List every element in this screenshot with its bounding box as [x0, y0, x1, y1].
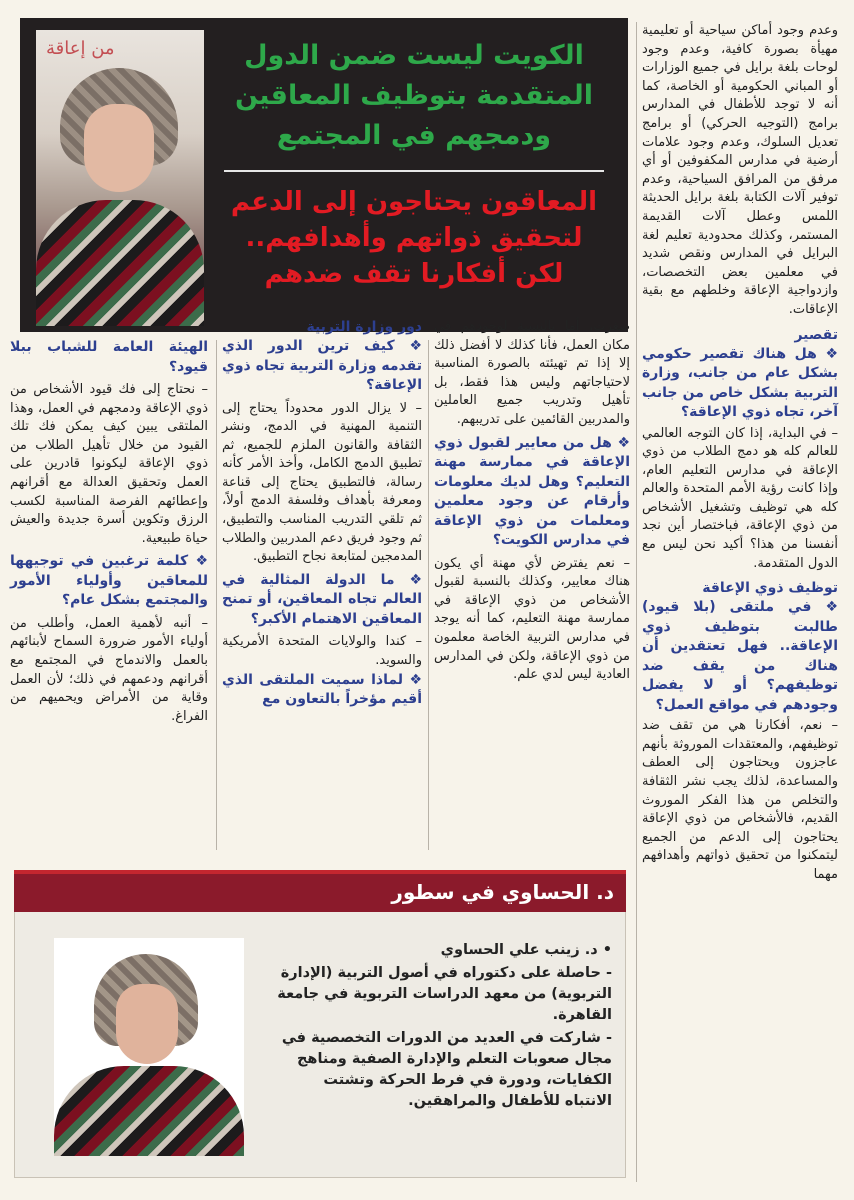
- paragraph: – نعم، أفكارنا هي من تقف ضد توظيفهم، والمعتقدات الموروثة بأنهم عاجزون ويحتاجون إلى العطف والمساعدة، لذلك يجب نشر الثقافة والتخلص من هذا الفكر الموروث القديم، فالأشخاص من ذوي الإعاقة يحتاجون إلى الدعم من الجميع ليتمكنوا من تحقيق ذواتهم وأهدافهم مهما: [642, 718, 838, 882]
- shawl-shape: [54, 1066, 244, 1156]
- headline-text: [214, 36, 614, 292]
- headline-green-line-2: المتقدمة بتوظيف المعاقين: [234, 80, 593, 111]
- column-rule: [636, 22, 637, 1182]
- paragraph: صغرت، أما بالنسبة لوجودهم في مكان العمل، فأنا كذلك لا أفضل ذلك إلا إذا تم تهيئته بالصورة المناسبة لاحتياجاتهم وليس هذا فقط، بل تأهيل وتدريب جميع العاملين والمدربين القائمين على تدريبهم.: [434, 319, 630, 427]
- paragraph: – في البداية، إذا كان التوجه العالمي للعالم كله هو دمج الطلاب من ذوي الإعاقة في مدارس التعليم العام، وإذا كانت رؤية الأمم المتحدة والعالم كله هي توظيف وتشغيل الأشخاص من ذوي الإعاقة، فباختصار أين نجد أنفسنا من هذا؟ أكيد نحن ليس مع الدول المتقدمة.: [642, 425, 838, 571]
- shawl-shape: [36, 200, 204, 326]
- interview-question: ❖ لماذا سميت الملتقى الذي أقيم مؤخراً بالتعاون مع: [222, 671, 422, 708]
- face-shape: [84, 104, 154, 192]
- interview-question: ❖ كيف ترين الدور الذي تقدمه وزارة التربية تجاه ذوي الإعاقة؟: [222, 338, 422, 393]
- article-column-3: [222, 318, 422, 710]
- section-heading: دور وزارة التربية: [306, 319, 422, 335]
- headline-red-line-2: لتحقيق ذواتهم وأهدافهم..: [245, 223, 583, 253]
- paragraph: – أنبه لأهمية العمل، وأطلب من أولياء الأمور ضرورة السماح لأبنائهم بالعمل والاندماج في المجتمع مع أقرانهم ودعمهم في ذلك؛ لأن العمل وقاية من الأمراض ويحميهم من الفراغ.: [10, 615, 208, 724]
- interviewee-photo: [36, 30, 204, 326]
- headline-red-line-3: لكن أفكارنا تقف ضدهم: [264, 259, 564, 289]
- paragraph: – نحتاج إلى فك قيود الأشخاص من ذوي الإعاقة ودمجهم في العمل، وهذا الملتقى يبين كيف يمكن فك تلك القيود من خلال تأهيل الطلاب من ذوي الإعاقة ليكونوا قادرين على العمل وتحقيق العدالة مع أقرانهم وإعطائهم الفرصة المناسبة لكسب الرزق وتكوين أسرة جديدة والعيش حياة طبيعية.: [10, 382, 208, 546]
- headline-green-line-3: ودمجهم في المجتمع: [276, 120, 552, 151]
- interview-question: ❖ في ملتقى (بلا قيود) طالبت بتوظيف ذوي الإعاقة.. فهل تعتقدين أن هناك من يقف ضد توظيفهم؟ أو لا يفضل وجودهم في مواقع العمل؟: [642, 599, 838, 713]
- interview-question: ❖ هل من معايير لقبول ذوي الإعاقة في ممارسة مهنة التعليم؟ وهل لديك معلومات وأرقام عن وجود معلمين ومعلمات من ذوي الإعاقة في مدارس الكويت؟: [434, 434, 630, 549]
- bio-item: - حاصلة على دكتوراه في أصول التربية (الإدارة التربوية) من معهد الدراسات التربوية في جامعة القاهرة.: [277, 965, 612, 1023]
- bio-photo: [54, 938, 244, 1156]
- section-heading: توظيف ذوي الإعاقة: [702, 580, 838, 597]
- bio-title-stripe: [14, 870, 626, 874]
- column-rule: [216, 340, 217, 850]
- paragraph: وعدم وجود أماكن سياحية أو تعليمية مهيأة بصورة كافية، وعدم وجود لوحات بلغة برايل في جميع الوزارات أو المباني الحكومية أو الخاصة، كما أنه لا توجد للأطفال في المدارس برامج (التوجيه الحركي) أو برامج تعديل السلوك، وعدم وجود علامات أرضية في مدارس المكفوفين أو أي مرفق من المرافق السياحية، وعدم توفير آلات الكتابة بلغة برايل الحديثة اللمس وعطل آلات القديمة المستمر، وكذلك محدودية تعليم لغة البرايل في المدارس ونقص شديد في معلمين بعض التخصصات، وازدواجية الإعاقة وخلطهم مع بقية الإعاقات.: [642, 23, 838, 317]
- section-heading: تقصير: [794, 326, 838, 343]
- interview-question: ❖ كلمة ترغبين في توجيهها للمعاقين وأولياء الأمور والمجتمع بشكل عام؟: [10, 553, 208, 609]
- interview-question: ❖ ما الدولة المثالية في العالم تجاه المعاقين، أو تمنح المعاقين الاهتمام الأكبر؟: [222, 571, 422, 627]
- bio-item: - شاركت في العديد من الدورات التخصصية في مجال صعوبات التعلم والإدارة الصفية ومناهج الكفايات، ودورة في فرط الحركة وتشتت الانتباه للأطفال والمراهقين.: [281, 1030, 612, 1109]
- bio-item: • د. زينب علي الحساوي: [440, 942, 612, 958]
- photo-background-text: من إعاقة: [46, 38, 115, 59]
- headline-divider: [224, 170, 604, 172]
- bio-title: د. الحساوي في سطور: [391, 880, 614, 904]
- interview-question: ❖ هل هناك تقصير حكومي بشكل عام من جانب، وزارة التربية بشكل خاص من جانب آخر، تجاه ذوي الإعاقة؟: [642, 345, 838, 420]
- article-column-1: [642, 22, 838, 885]
- column-rule: [428, 340, 429, 850]
- headline-red-line-1: المعاقون يحتاجون إلى الدعم: [230, 187, 598, 217]
- article-column-4: [10, 338, 208, 726]
- paragraph: – كندا والولايات المتحدة الأمريكية والسويد.: [222, 634, 422, 668]
- article-column-2: [434, 318, 630, 685]
- interview-question: الهيئة العامة للشباب ببلا قيود؟: [10, 339, 208, 375]
- headline-green-line-1: الكويت ليست ضمن الدول: [244, 40, 584, 71]
- bio-list: [272, 940, 612, 1114]
- face-shape: [116, 984, 178, 1064]
- paragraph: – نعم يفترض لأي مهنة أي يكون هناك معايير، وكذلك بالنسبة لقبول الأشخاص من ذوي الإعاقة في ممارسة مهنة التعليم، كما أنه يوجد في مدارس التربية الخاصة معلمون من ذوي الإعاقة، ولكن في المدارس العادية ليس لدي علم.: [434, 555, 630, 683]
- paragraph: – لا يزال الدور محدوداً يحتاج إلى التنمية المهنية في الدمج، ونشر الثقافة والقانون الملزم للجميع، ثم تطبيق الدمج الكامل، وأخذ الأمر كأنه رسالة، فالتطبيق يحتاج إلى قناعة ومعرفة بأهداف وفلسفة الدمج أولاً، ثم تلقي التدريب المناسب والتطبيق، ثم وجود فريق دعم المدربين والطلاب المدمجين لمتابعة نجاح التطبيق.: [222, 400, 422, 565]
